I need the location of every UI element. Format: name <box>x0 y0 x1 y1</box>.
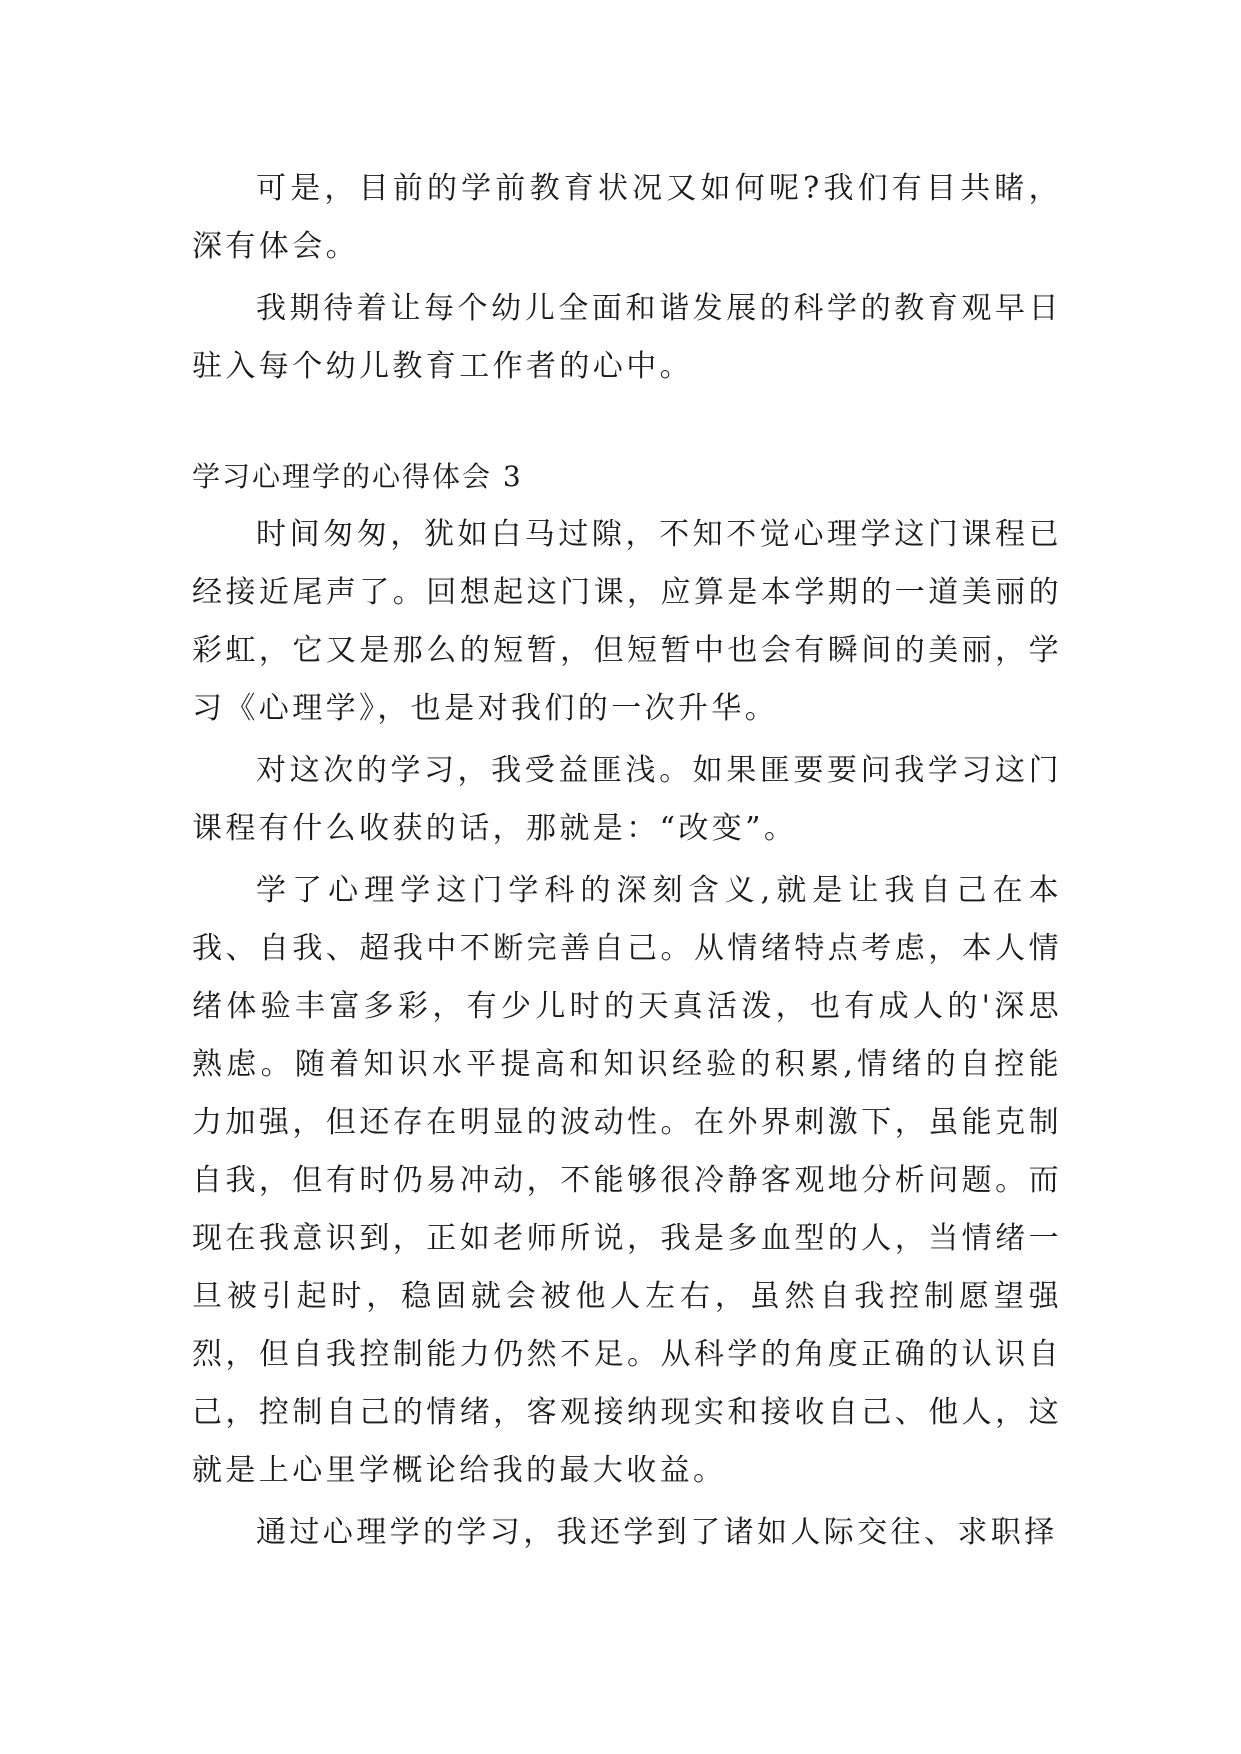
section-heading: 学习心理学的心得体会 3 <box>192 460 523 493</box>
document-page <box>192 160 1062 1566</box>
section-paragraph-2: 对这次的学习，我受益匪浅。如果匪要要问我学习这门课程有什么收获的话，那就是：“改变”。 <box>192 753 1062 846</box>
section-paragraph-1: 时间匆匆，犹如白马过隙，不知不觉心理学这门课程已经接近尾声了。回想起这门课，应算是本学期的一道美丽的彩虹，它又是那么的短暂，但短暂中也会有瞬间的美丽，学习《心理学》，也是对我们的一次升华。 <box>192 517 1062 726</box>
section-paragraph-4: 通过心理学的学习，我还学到了诸如人际交往、求职择 <box>256 1515 1058 1550</box>
section-paragraph-3: 学了心理学这门学科的深刻含义,就是让我自己在本我、自我、超我中不断完善自己。从情绪特点考虑，本人情绪体验丰富多彩，有少儿时的天真活泼，也有成人的'深思熟虑。随着知识水平提高和知识经验的积累,情绪的自控能力加强，但还存在明显的波动性。在外界刺激下，虽能克制自我，但有时仍易冲动，不能够很冷静客观地分析问题。而现在我意识到，正如老师所说，我是多血型的人，当情绪一旦被引起时，稳固就会被他人左右，虽然自我控制愿望强烈，但自我控制能力仍然不足。从科学的角度正确的认识自己，控制自己的情绪，客观接纳现实和接收自己、他人，这就是上心里学概论给我的最大收益。 <box>192 873 1062 1488</box>
intro-paragraph-2: 我期待着让每个幼儿全面和谐发展的科学的教育观早日驻入每个幼儿教育工作者的心中。 <box>192 291 1062 384</box>
intro-paragraph-1: 可是，目前的学前教育状况又如何呢?我们有目共睹，深有体会。 <box>192 171 1062 264</box>
